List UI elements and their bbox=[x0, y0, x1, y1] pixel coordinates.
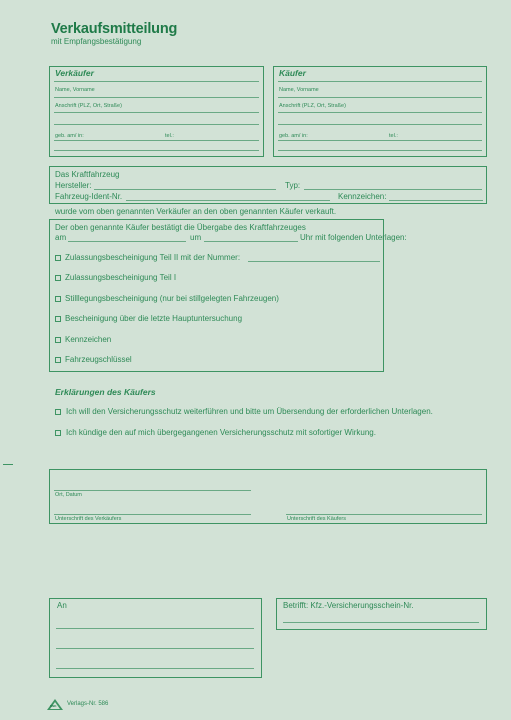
place-date-label: Ort, Datum bbox=[55, 492, 82, 498]
buyer-address-label: Anschrift (PLZ, Ort, Straße) bbox=[279, 103, 346, 109]
item-vehicle-keys: Fahrzeugschlüssel bbox=[65, 355, 132, 364]
seller-signature-line[interactable] bbox=[54, 514, 251, 515]
seller-extra-line[interactable] bbox=[54, 150, 259, 151]
declaration-continue-insurance: Ich will den Versicherungsschutz weiterführen und bitte um Übersendung der erforderlichen Unterlagen. bbox=[66, 407, 433, 416]
vehicle-type-line[interactable] bbox=[304, 189, 482, 190]
seller-phone-label: tel.: bbox=[165, 133, 174, 139]
handover-time-line[interactable] bbox=[204, 241, 298, 242]
buyer-box bbox=[273, 66, 487, 157]
address-line-3[interactable] bbox=[56, 668, 254, 669]
vehicle-title: Das Kraftfahrzeug bbox=[55, 170, 120, 179]
seller-heading: Verkäufer bbox=[55, 68, 94, 78]
seller-address-line[interactable] bbox=[54, 112, 259, 113]
handover-box bbox=[49, 219, 407, 372]
sold-statement: wurde vom oben genannten Verkäufer an den oben genannten Käufer verkauft. bbox=[55, 207, 337, 216]
buyer-heading-line bbox=[278, 81, 482, 82]
handover-um-label: um bbox=[190, 233, 202, 242]
checkbox-continue-insurance[interactable] bbox=[55, 409, 61, 415]
registration-number-line[interactable] bbox=[248, 261, 380, 262]
checkbox-registration-part2[interactable] bbox=[55, 255, 61, 261]
buyer-birth-label: geb. am/ in: bbox=[279, 133, 308, 139]
reference-line[interactable] bbox=[283, 622, 479, 623]
item-decommissioning: Stilllegungsbescheinigung (nur bei stillgelegten Fahrzeugen) bbox=[65, 294, 279, 303]
buyer-signature-line[interactable] bbox=[286, 514, 482, 515]
handover-text: Der oben genannte Käufer bestätigt die Übergabe des Kraftfahrzeuges bbox=[55, 223, 306, 232]
buyer-birth-line[interactable] bbox=[278, 140, 482, 141]
vehicle-type-label: Typ: bbox=[285, 181, 301, 190]
declaration-cancel-insurance: Ich kündige den auf mich übergegangenen Versicherungsschutz mit sofortiger Wirkung. bbox=[66, 428, 376, 437]
publisher-logo bbox=[46, 698, 64, 711]
buyer-address-line-2[interactable] bbox=[278, 124, 482, 125]
vehicle-ident-line[interactable] bbox=[126, 200, 330, 201]
checkbox-license-plate[interactable] bbox=[55, 337, 61, 343]
publisher-logo-text: RNK bbox=[50, 704, 57, 708]
place-date-line[interactable] bbox=[54, 490, 251, 491]
vehicle-manufacturer-label: Hersteller: bbox=[55, 181, 92, 190]
seller-address-line-2[interactable] bbox=[54, 124, 259, 125]
vehicle-ident-label: Fahrzeug-Ident-Nr. bbox=[55, 192, 123, 201]
checkbox-decommissioning[interactable] bbox=[55, 296, 61, 302]
seller-box bbox=[49, 66, 264, 157]
address-line-2[interactable] bbox=[56, 648, 254, 649]
item-inspection: Bescheinigung über die letzte Hauptuntersuchung bbox=[65, 314, 243, 323]
seller-birth-line[interactable] bbox=[54, 140, 259, 141]
buyer-address-line[interactable] bbox=[278, 112, 482, 113]
seller-heading-line bbox=[54, 81, 259, 82]
address-label: An bbox=[57, 601, 67, 610]
reference-box bbox=[276, 598, 487, 630]
reference-label: Betrifft: Kfz.-Versicherungsschein-Nr. bbox=[283, 601, 414, 610]
page-title: Verkaufsmitteilung bbox=[51, 21, 178, 37]
vehicle-plate-line[interactable] bbox=[389, 200, 483, 201]
checkbox-inspection[interactable] bbox=[55, 316, 61, 322]
seller-birth-label: geb. am/ in: bbox=[55, 133, 84, 139]
address-line-1[interactable] bbox=[56, 628, 254, 629]
declarations-heading: Erklärungen des Käufers bbox=[55, 387, 156, 397]
buyer-extra-line[interactable] bbox=[278, 150, 482, 151]
item-license-plate: Kennzeichen bbox=[65, 335, 112, 344]
checkbox-registration-part1[interactable] bbox=[55, 275, 61, 281]
seller-name-label: Name, Vorname bbox=[55, 87, 95, 93]
item-registration-part1: Zulassungsbescheinigung Teil I bbox=[65, 273, 177, 282]
page-subtitle: mit Empfangsbestätigung bbox=[51, 37, 142, 46]
vehicle-manufacturer-line[interactable] bbox=[94, 189, 276, 190]
seller-name-line[interactable] bbox=[54, 97, 259, 98]
buyer-phone-label: tel.: bbox=[389, 133, 398, 139]
vehicle-plate-label: Kennzeichen: bbox=[338, 192, 387, 201]
buyer-name-label: Name, Vorname bbox=[279, 87, 319, 93]
handover-date-line[interactable] bbox=[68, 241, 186, 242]
fold-mark bbox=[3, 464, 13, 465]
item-registration-part2: Zulassungsbescheinigung Teil II mit der Nummer: bbox=[65, 253, 241, 262]
seller-signature-label: Unterschrift des Verkäufers bbox=[55, 516, 122, 522]
buyer-heading: Käufer bbox=[279, 68, 306, 78]
handover-uhr-label: Uhr mit folgenden Unterlagen: bbox=[300, 233, 407, 242]
checkbox-vehicle-keys[interactable] bbox=[55, 357, 61, 363]
vehicle-box bbox=[49, 166, 487, 204]
address-box bbox=[49, 598, 262, 678]
seller-address-label: Anschrift (PLZ, Ort, Straße) bbox=[55, 103, 122, 109]
signature-box bbox=[49, 469, 487, 524]
handover-am-label: am bbox=[55, 233, 67, 242]
buyer-name-line[interactable] bbox=[278, 97, 482, 98]
publisher-number: Verlags-Nr. 586 bbox=[67, 701, 109, 707]
buyer-signature-label: Unterschrift des Käufers bbox=[287, 516, 346, 522]
checkbox-cancel-insurance[interactable] bbox=[55, 430, 61, 436]
